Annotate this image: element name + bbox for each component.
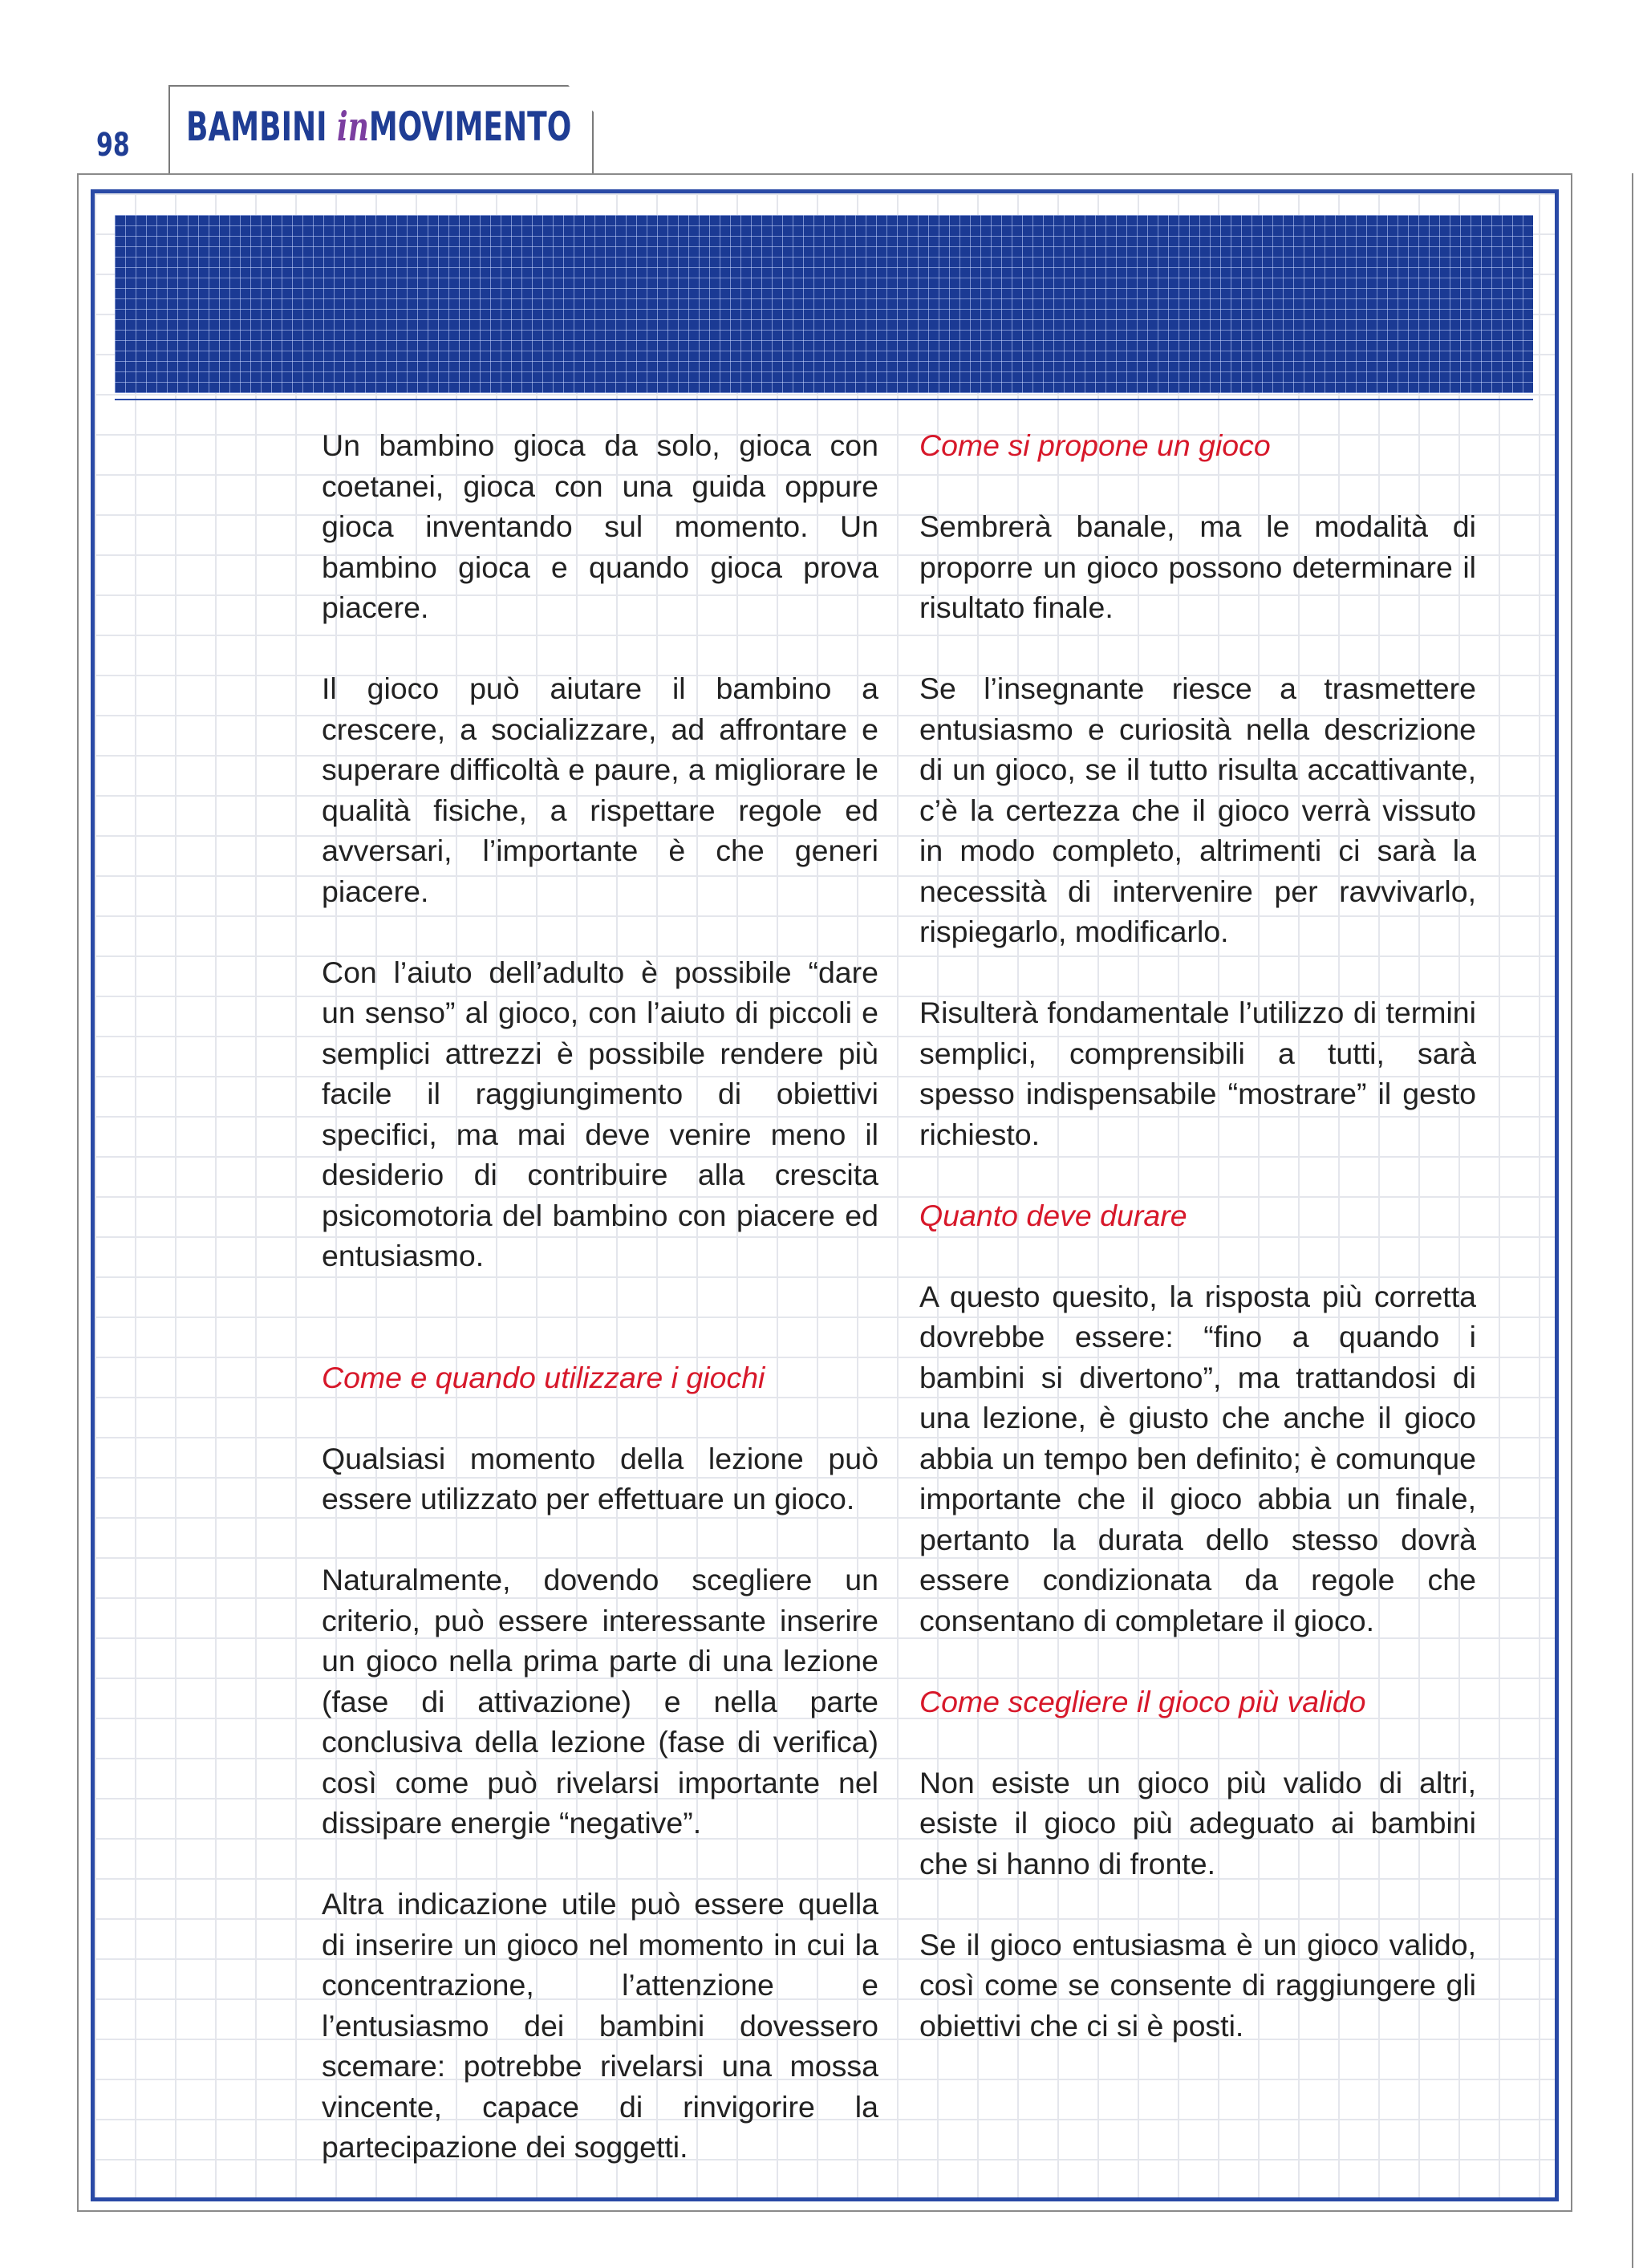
paragraph: Non esiste un gioco più valido di altri, esiste il gioco più adeguato ai bambini che si hanno di fronte.	[919, 1765, 1476, 1881]
title-bambini: BAMBINI	[186, 103, 327, 150]
title-in: in	[337, 103, 369, 150]
paragraph: Se l’insegnante riesce a trasmettere entusiasmo e curiosità nella descrizione di un gioco, se il tutto risulta accattivante, c’è la certezza che il gioco verrà vissuto in modo completo, altrimenti ci sarà la necessità di intervenire per ravvivarlo, rispiegarlo, modificarlo.	[919, 671, 1476, 948]
running-header-title	[186, 103, 571, 150]
section-heading: Come si propone un gioco	[919, 428, 1271, 462]
section-heading: Quanto deve durare	[919, 1198, 1187, 1232]
spacer	[322, 1317, 878, 1357]
paragraph: Altra indicazione utile può essere quella di inserire un gioco nel momento in cui la concentrazione, l’attenzione e l’entusiasmo dei bambini dovessero scemare: potrebbe rivelarsi una mossa vincente, capace di rinvigorire la partecipazione dei soggetti.	[322, 1887, 878, 2164]
paragraph: Il gioco può aiutare il bambino a crescere, a socializzare, ad affrontare e superare difficoltà e paure, a migliorare le qualità fisiche, a rispettare regole ed avversari, l’importante è che generi piacere.	[322, 671, 878, 908]
paragraph: Qualsiasi momento della lezione può essere utilizzato per effettuare un gioco.	[322, 1441, 878, 1515]
paragraph: Un bambino gioca da solo, gioca con coetanei, gioca con una guida oppure gioca inventando sul momento. Un bambino gioca e quando gioca prova piacere.	[322, 428, 878, 624]
grid-banner	[115, 215, 1533, 393]
title-movimento: MOVIMENTO	[368, 103, 572, 150]
paragraph: Naturalmente, dovendo scegliere un criterio, può essere interessante inserire un gioco nella prima parte di una lezione (fase di attivazione) e nella parte conclusiva della lezione (fase di verifica) così come può rivelarsi importante nel dissipare energie “negative”.	[322, 1563, 878, 1840]
right-column	[919, 425, 1476, 2087]
paragraph: Sembrerà banale, ma le modalità di proporre un gioco possono determinare il risultato finale.	[919, 509, 1476, 624]
banner-rule	[115, 399, 1533, 400]
adjacent-page-edge	[1632, 173, 1643, 2268]
paragraph: A questo quesito, la risposta più corretta dovrebbe essere: “fino a quando i bambini si divertono”, ma trattandosi di una lezione, è giusto che anche il gioco abbia un tempo ben definito; è comunque importante che il gioco abbia un finale, pertanto la durata dello stesso dovrà essere condizionata da regole che consentano di completare il gioco.	[919, 1279, 1476, 1637]
paragraph: Con l’aiuto dell’adulto è possibile “dare un senso” al gioco, con l’aiuto di piccoli e semplici attrezzi è possibile rendere più facile il raggiungimento di obiettivi specifici, ma mai deve venire meno il desiderio di contribuire alla crescita psicomotoria del bambino con piacere ed entusiasmo.	[322, 955, 878, 1272]
paragraph: Risulterà fondamentale l’utilizzo di termini semplici, comprensibili a tutti, sarà spesso indispensabile “mostrare” il gesto richiesto.	[919, 996, 1476, 1151]
section-heading: Come scegliere il gioco più valido	[919, 1684, 1366, 1718]
section-heading: Come e quando utilizzare i giochi	[322, 1360, 765, 1394]
left-column	[322, 425, 878, 2208]
paragraph: Se il gioco entusiasma è un gioco valido, così come se consente di raggiungere gli obiettivi che ci si è posti.	[919, 1927, 1476, 2043]
page-number: 98	[96, 127, 130, 164]
